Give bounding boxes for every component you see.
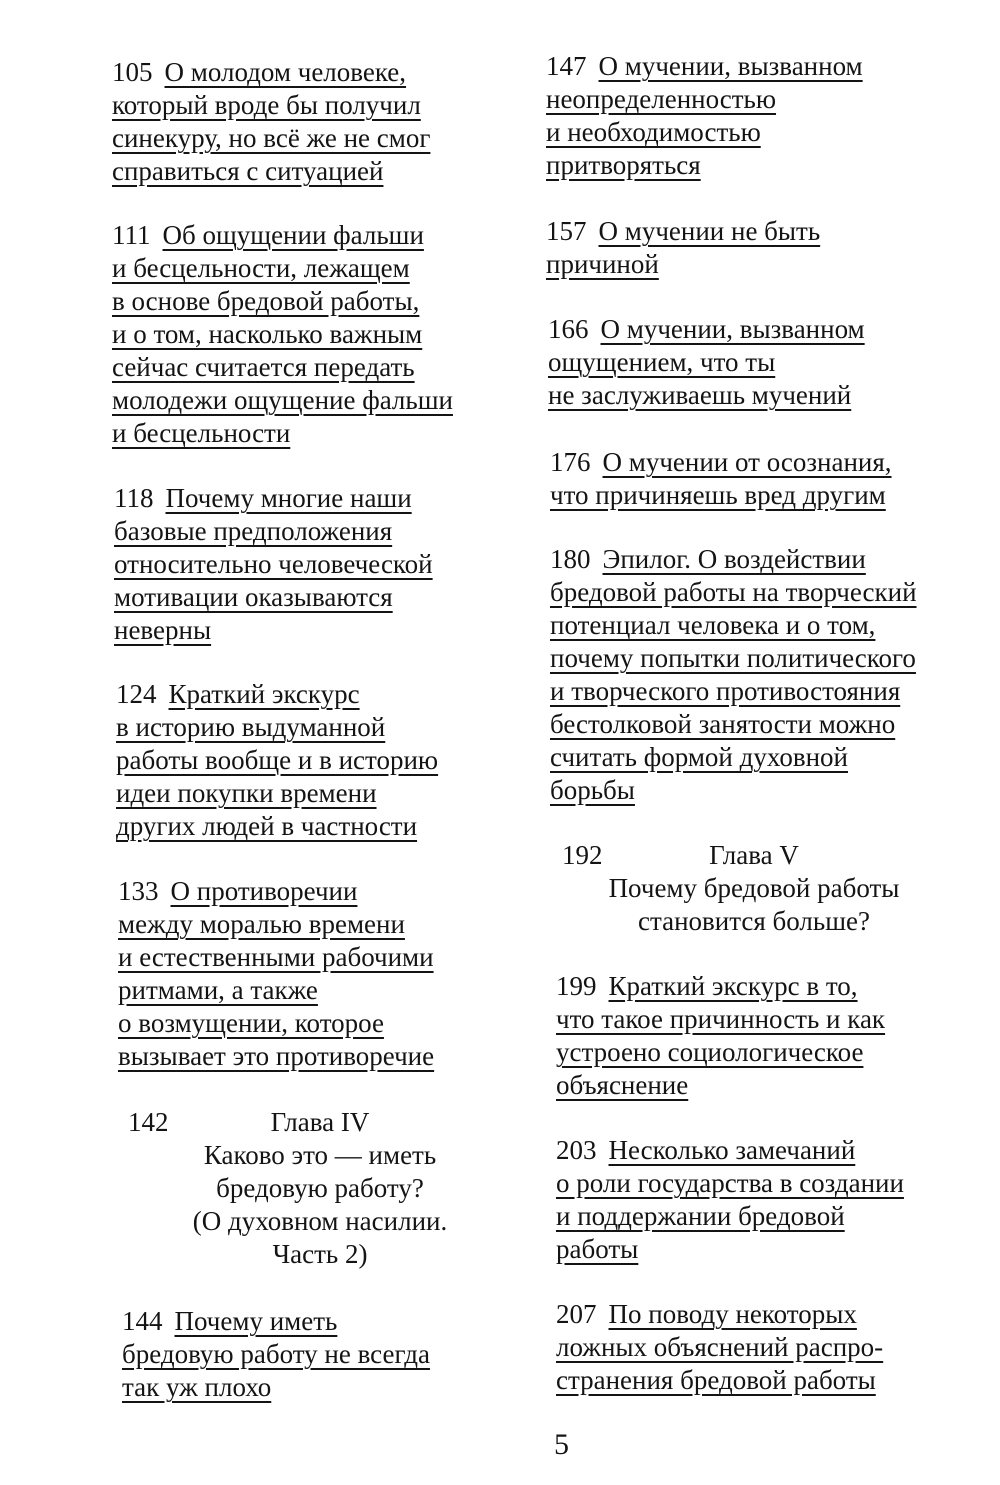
toc-entry-text: идеи покупки времени xyxy=(116,778,377,808)
toc-entry-line xyxy=(556,1167,976,1200)
toc-entry-line xyxy=(122,1371,542,1404)
toc-entry-text: О мучении не быть xyxy=(598,216,821,246)
toc-entry-text: что причиняешь вред другим xyxy=(550,480,886,510)
toc-entry-text: О молодом человеке, xyxy=(164,57,407,87)
toc-chapter-heading xyxy=(120,1106,540,1271)
toc-page-number: 192 xyxy=(562,840,603,870)
toc-entry xyxy=(546,50,966,182)
toc-entry xyxy=(556,1134,976,1266)
toc-page-number: 111 xyxy=(112,220,151,250)
toc-entry xyxy=(556,1298,976,1397)
toc-entry-line xyxy=(546,116,966,149)
toc-entry xyxy=(550,543,970,807)
toc-entry-line xyxy=(546,83,966,116)
toc-entry-line xyxy=(112,252,532,285)
toc-entry-line xyxy=(548,379,968,412)
toc-entry-text: неопределенностью xyxy=(546,84,777,114)
toc-entry-line xyxy=(118,974,538,1007)
toc-entry-line xyxy=(112,155,532,188)
toc-entry-text: относительно человеческой xyxy=(114,549,433,579)
toc-entry-line xyxy=(550,708,970,741)
toc-entry-line xyxy=(556,1364,976,1397)
toc-entry-line xyxy=(118,941,538,974)
toc-entry-line xyxy=(114,614,534,647)
toc-entry-text: и бесцельности xyxy=(112,418,291,448)
toc-page-number: 144 xyxy=(122,1306,163,1336)
chapter-title xyxy=(554,839,954,938)
toc-entry-text: мотивации оказываются xyxy=(114,582,393,612)
toc-entry-text: бредовой работы на творческий xyxy=(550,577,917,607)
toc-entry-line xyxy=(116,678,536,711)
toc-entry-line xyxy=(550,642,970,675)
toc-entry-line xyxy=(550,479,970,512)
toc-entry-text: других людей в частности xyxy=(116,811,418,841)
toc-entry-text: Почему многие наши xyxy=(165,483,412,513)
toc-entry-text: странения бредовой работы xyxy=(556,1365,876,1395)
toc-entry-line xyxy=(116,711,536,744)
toc-entry-line xyxy=(118,908,538,941)
toc-entry-line xyxy=(118,1040,538,1073)
toc-entry-text: О мучении от осознания, xyxy=(602,447,892,477)
toc-chapter-heading xyxy=(554,839,974,938)
toc-entry-line xyxy=(114,581,534,614)
toc-entry-text: и поддержании бредовой xyxy=(556,1201,845,1231)
chapter-title-line: Часть 2) xyxy=(272,1239,368,1269)
chapter-title xyxy=(120,1106,520,1271)
toc-entry-line xyxy=(118,875,538,908)
toc-entry xyxy=(112,56,532,188)
toc-entry-text: между моралью времени xyxy=(118,909,405,939)
toc-entry-text: синекуру, но всё же не смог xyxy=(112,123,431,153)
toc-entry-line xyxy=(548,313,968,346)
toc-entry-line xyxy=(116,744,536,777)
toc-entry-line xyxy=(116,810,536,843)
toc-entry-text: Почему иметь xyxy=(174,1306,338,1336)
toc-entry-line xyxy=(556,1298,976,1331)
toc-entry-line xyxy=(556,1331,976,1364)
toc-entry-line xyxy=(556,1200,976,1233)
toc-entry-text: устроено социологическое xyxy=(556,1037,864,1067)
toc-entry-text: О мучении, вызванном xyxy=(600,314,865,344)
toc-page-number: 180 xyxy=(550,544,591,574)
toc-entry xyxy=(122,1305,542,1404)
toc-entry-text: О мучении, вызванном xyxy=(598,51,863,81)
toc-entry-line xyxy=(114,515,534,548)
toc-entry-line xyxy=(556,1233,976,1266)
toc-entry-text: справиться с ситуацией xyxy=(112,156,384,186)
toc-entry-line xyxy=(122,1338,542,1371)
toc-entry xyxy=(112,219,532,450)
toc-entry-line xyxy=(546,149,966,182)
chapter-title-line: Каково это — иметь xyxy=(203,1140,437,1170)
chapter-label: Глава V xyxy=(709,840,799,870)
toc-entry-text: неверны xyxy=(114,615,212,645)
toc-entry-line xyxy=(556,1134,976,1167)
toc-entry-text: в историю выдуманной xyxy=(116,712,386,742)
chapter-title-line: становится больше? xyxy=(638,906,870,936)
toc-entry-text: и бесцельности, лежащем xyxy=(112,253,410,283)
toc-entry-line xyxy=(116,777,536,810)
toc-entry-line xyxy=(546,215,966,248)
toc-entry-line xyxy=(112,56,532,89)
toc-entry-text: вызывает это противоречие xyxy=(118,1041,435,1071)
page-number: 5 xyxy=(554,1428,569,1461)
toc-entry-line xyxy=(556,970,976,1003)
toc-entry-line xyxy=(112,318,532,351)
toc-entry-text: о возмущении, которое xyxy=(118,1008,384,1038)
toc-entry-text: притворяться xyxy=(546,150,701,180)
toc-entry-text: и необходимостью xyxy=(546,117,761,147)
toc-entry-text: молодежи ощущение фальши xyxy=(112,385,453,415)
chapter-title-line: бредовую работу? xyxy=(216,1173,424,1203)
toc-entry-text: что такое причинность и как xyxy=(556,1004,886,1034)
toc-entry-line xyxy=(122,1305,542,1338)
toc-entry-text: Об ощущении фальши xyxy=(162,220,424,250)
toc-entry-text: ложных объяснений распро- xyxy=(556,1332,884,1362)
toc-entry-text: работы вообще и в историю xyxy=(116,745,439,775)
toc-entry-line xyxy=(556,1003,976,1036)
toc-entry-text: борьбы xyxy=(550,775,635,805)
toc-entry-line xyxy=(546,248,966,281)
toc-entry-text: По поводу некоторых xyxy=(608,1299,857,1329)
toc-entry-text: О противоречии xyxy=(170,876,358,906)
toc-entry-line xyxy=(550,543,970,576)
toc-entry-line xyxy=(112,285,532,318)
toc-entry-text: в основе бредовой работы, xyxy=(112,286,420,316)
toc-entry-text: Эпилог. О воздействии xyxy=(602,544,866,574)
toc-page-number: 147 xyxy=(546,51,587,81)
toc-entry-text: причиной xyxy=(546,249,659,279)
toc-page-number: 133 xyxy=(118,876,159,906)
toc-page-number: 142 xyxy=(128,1107,169,1137)
toc-entry-line xyxy=(556,1036,976,1069)
chapter-title-line: Почему бредовой работы xyxy=(608,873,900,903)
toc-entry xyxy=(546,215,966,281)
toc-entry-text: и творческого противостояния xyxy=(550,676,901,706)
toc-entry-text: который вроде бы получил xyxy=(112,90,421,120)
toc-page-number: 157 xyxy=(546,216,587,246)
toc-page-number: 166 xyxy=(548,314,589,344)
toc-entry xyxy=(550,446,970,512)
toc-entry-line xyxy=(112,89,532,122)
toc-entry-line xyxy=(118,1007,538,1040)
toc-entry-text: бестолковой занятости можно xyxy=(550,709,896,739)
toc-entry-line xyxy=(550,446,970,479)
toc-page-number: 176 xyxy=(550,447,591,477)
chapter-label: Глава IV xyxy=(270,1107,370,1137)
toc-entry-line xyxy=(114,548,534,581)
toc-entry-text: ритмами, а также xyxy=(118,975,318,1005)
toc-entry-text: так уж плохо xyxy=(122,1372,272,1402)
toc-page-number: 118 xyxy=(114,483,154,513)
toc-entry-text: Краткий экскурс xyxy=(168,679,360,709)
toc-entry-line xyxy=(550,609,970,642)
toc-entry-line xyxy=(546,50,966,83)
toc-entry-line xyxy=(114,482,534,515)
toc-entry-text: Несколько замечаний xyxy=(608,1135,856,1165)
toc-entry-text: не заслуживаешь мучений xyxy=(548,380,852,410)
toc-entry-text: сейчас считается передать xyxy=(112,352,415,382)
toc-entry-text: считать формой духовной xyxy=(550,742,848,772)
toc-page-number: 199 xyxy=(556,971,597,1001)
toc-entry xyxy=(556,970,976,1102)
toc-entry xyxy=(116,678,536,843)
toc-entry-text: и о том, насколько важным xyxy=(112,319,423,349)
toc-page-number: 207 xyxy=(556,1299,597,1329)
toc-entry-text: потенциал человека и о том, xyxy=(550,610,876,640)
toc-entry-text: и естественными рабочими xyxy=(118,942,434,972)
toc-entry-text: объяснение xyxy=(556,1070,689,1100)
toc-page-number: 124 xyxy=(116,679,157,709)
toc-entry-line xyxy=(550,741,970,774)
toc-entry xyxy=(118,875,538,1073)
toc-entry-line xyxy=(112,384,532,417)
toc-entry-line xyxy=(112,351,532,384)
toc-entry-line xyxy=(550,675,970,708)
toc-entry-text: работы xyxy=(556,1234,639,1264)
toc-entry-line xyxy=(112,219,532,252)
toc-entry xyxy=(548,313,968,412)
toc-entry-text: базовые предположения xyxy=(114,516,393,546)
toc-entry-text: ощущением, что ты xyxy=(548,347,776,377)
toc-entry-line xyxy=(112,417,532,450)
toc-entry-line xyxy=(556,1069,976,1102)
toc-entry-text: почему попытки политического xyxy=(550,643,916,673)
toc-page-number: 203 xyxy=(556,1135,597,1165)
toc-entry-text: о роли государства в создании xyxy=(556,1168,904,1198)
toc-entry-line xyxy=(548,346,968,379)
toc-entry-text: бредовую работу не всегда xyxy=(122,1339,430,1369)
toc-entry xyxy=(114,482,534,647)
toc-entry-line xyxy=(550,774,970,807)
toc-entry-line xyxy=(112,122,532,155)
toc-entry-line xyxy=(550,576,970,609)
toc-page-number: 105 xyxy=(112,57,153,87)
chapter-title-line: (О духовном насилии. xyxy=(192,1206,448,1236)
toc-entry-text: Краткий экскурс в то, xyxy=(608,971,858,1001)
